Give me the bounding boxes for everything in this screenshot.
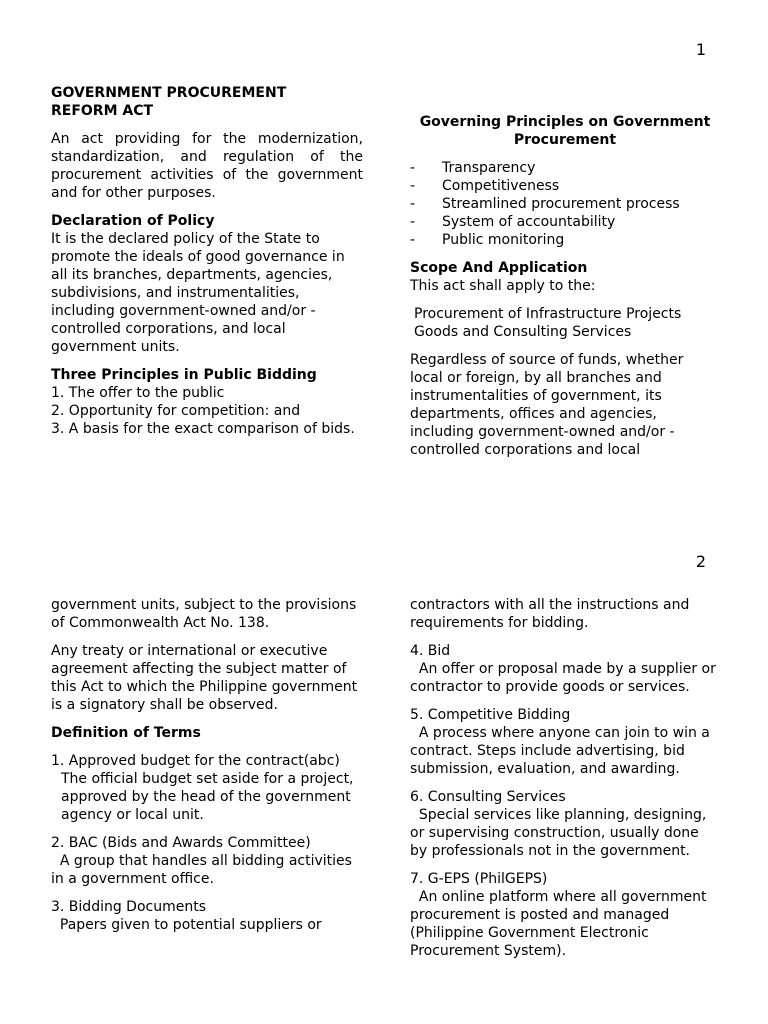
policy-heading: Declaration of Policy	[51, 213, 215, 229]
treaty-text: Any treaty or international or executive agreement affecting the subject matter of this Act to which the Philippine government is a signatory shall be observed.	[51, 643, 358, 713]
scope-item: Procurement of Infrastructure Projects	[414, 306, 682, 322]
governing-list	[410, 159, 720, 249]
term-definition: A process where anyone can join to win a contract. Steps include advertising, bid submission, evaluation, and awarding.	[410, 725, 710, 777]
scope-text: Regardless of source of funds, whether local or foreign, by all branches and instrumentalities of government, its departments, offices and agencies, including government-owned and/or -controlled corporations and local	[410, 352, 684, 458]
term-definition: A group that handles all bidding activities in a government office.	[51, 853, 352, 887]
policy-text: It is the declared policy of the State to promote the ideals of good governance in all its branches, departments, agencies, subdivisions, and instrumentalities, including government-owned and/or -controlled corporations, and local government units.	[51, 231, 345, 355]
document-title: GOVERNMENT PROCUREMENT REFORM ACT	[51, 85, 287, 119]
principle-item: 3. A basis for the exact comparison of bids.	[51, 421, 355, 437]
term-title: 5. Competitive Bidding	[410, 707, 571, 723]
term-title: 7. G-EPS (PhilGEPS)	[410, 871, 548, 887]
intro-text: An act providing for the modernization, standardization, and regulation of the procurement activities of the government and for other purposes.	[51, 131, 363, 201]
continuation-text: contractors with all the instructions and requirements for bidding.	[410, 597, 690, 631]
term-title: 4. Bid	[410, 643, 451, 659]
right-column	[410, 113, 720, 459]
principle-item: 2. Opportunity for competition: and	[51, 403, 301, 419]
term-definition: Papers given to potential suppliers or	[59, 917, 322, 933]
scope-item: Goods and Consulting Services	[414, 324, 632, 340]
left-column	[51, 596, 363, 934]
term-title: 3. Bidding Documents	[51, 899, 206, 915]
governing-heading: Governing Principles on Government Procurement	[419, 114, 711, 148]
term-title: 2. BAC (Bids and Awards Committee)	[51, 835, 311, 851]
left-column	[51, 84, 363, 438]
term-definition: The official budget set aside for a project, approved by the head of the government agency or local unit.	[61, 771, 354, 823]
scope-heading: Scope And Application	[410, 260, 588, 276]
page-number: 2	[695, 552, 706, 571]
term-definition: An offer or proposal made by a supplier or contractor to provide goods or services.	[410, 661, 716, 695]
term-definition: Special services like planning, designing, or supervising construction, usually done by professionals not in the government.	[410, 807, 707, 859]
page-number: 1	[695, 40, 706, 59]
continuation-text: government units, subject to the provisions of Commonwealth Act No. 138.	[51, 597, 357, 631]
list-item: - Competitiveness	[410, 178, 560, 194]
list-item: - Streamlined procurement process	[410, 196, 680, 212]
principles-heading: Three Principles in Public Bidding	[51, 367, 317, 383]
terms-heading: Definition of Terms	[51, 725, 201, 741]
term-title: 1. Approved budget for the contract(abc)	[51, 753, 340, 769]
right-column	[410, 596, 720, 960]
page-2	[0, 512, 768, 1024]
list-item: - Public monitoring	[410, 232, 565, 248]
term-definition: An online platform where all government procurement is posted and managed (Philippine Government Electronic Procurement System).	[410, 889, 707, 959]
scope-intro: This act shall apply to the:	[410, 278, 596, 294]
term-title: 6. Consulting Services	[410, 789, 566, 805]
list-item: - System of accountability	[410, 214, 616, 230]
list-item: - Transparency	[410, 160, 536, 176]
principle-item: 1. The offer to the public	[51, 385, 225, 401]
